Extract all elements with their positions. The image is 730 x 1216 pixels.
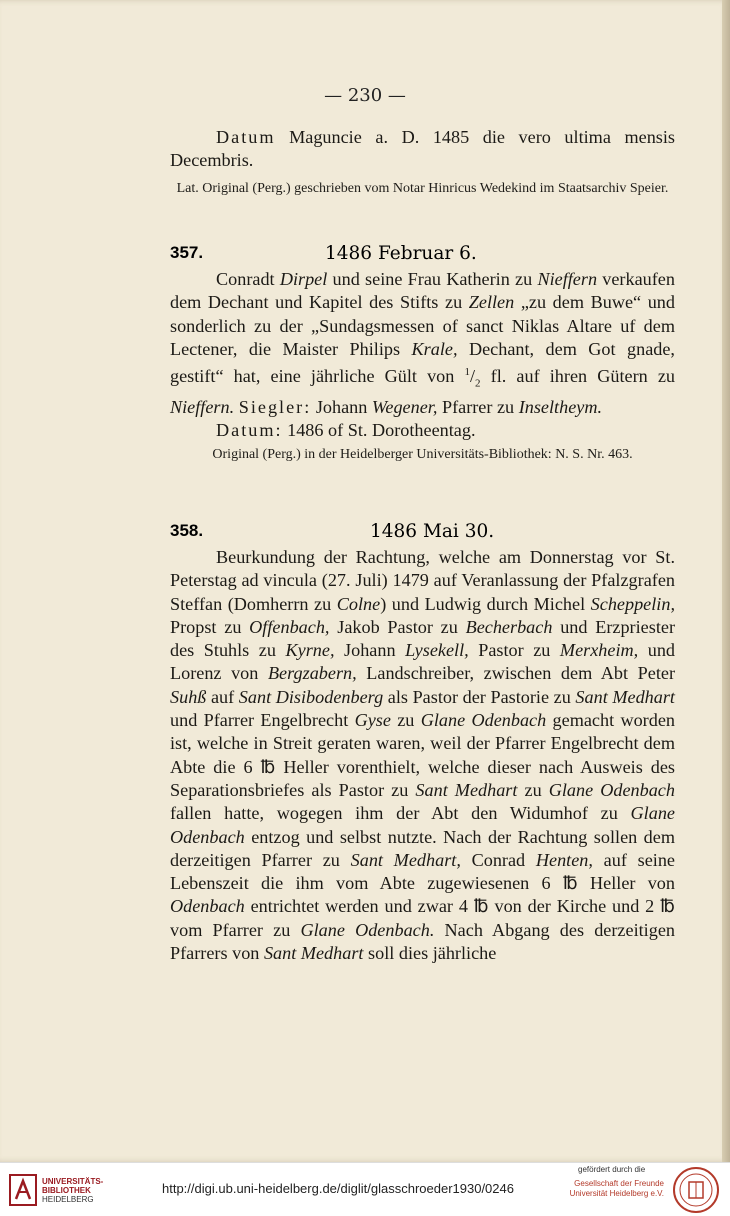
entry-number: 358. xyxy=(170,521,204,540)
entry-date: 1486 Mai 30. xyxy=(370,521,495,542)
intro-source-note: Lat. Original (Perg.) geschrieben vom Notar Hinricus Wedekind im Staatsarchiv Speier. xyxy=(176,180,669,196)
entry-357-datum: Datum: 1486 of St. Dorotheentag. xyxy=(216,420,476,441)
entry-357-body xyxy=(170,268,675,465)
university-seal-icon xyxy=(672,1166,720,1214)
entry-357-text: Conradt Dirpel und seine Frau Katherin zu Nieffern verkaufen dem Dechant und Kapitel des Stifts zu Zellen „zu dem Buwe“ und sonderlich zu der „Sundagsmessen of sanct Niklas Altare uf dem Lectener, die Maister Philips Krale, Dechant, dem Got gnade, gestift“ hat, eine jährliche Gült von $^1/_2$ fl. auf ihren Gütern zu Nieffern. Siegler: Johann Wegener, Pfarrer zu Inseltheym. xyxy=(170,269,676,418)
entry-358-body xyxy=(170,546,675,965)
intro-block xyxy=(170,126,675,199)
entry-358-text: Beurkundung der Rachtung, welche am Donnerstag vor St. Peterstag ad vincula (27. Juli) 1479 auf Veranlassung der Pfalzgrafen Steffan (Domherrn zu Colne) und Ludwig durch Michel Scheppelin, Propst zu Offenbach, Jakob Pastor zu Becherbach und Erzpriester des Stuhls zu Kyrne, Johann Lysekell, Pastor zu Merxheim, und Lorenz von Bergzabern, Landschreiber, zwischen dem Abt Peter Suhß auf Sant Disibodenberg als Pastor der Pastorie zu Sant Medhart und Pfarrer Engelbrecht Gyse zu Glane Odenbach gemacht worden ist, welche in Streit geraten waren, weil der Pfarrer Engelbrecht dem Abte die 6 ℔ Heller vorenthielt, welche dieser nach Ausweis des Separationsbriefes als Pastor zu Sant Medhart zu Glane Odenbach fallen hatte, wogegen ihm der Abt den Widumhof zu Glane Odenbach entzog und selbst nutzte. Nach der Rachtung sollen dem derzeitigen Pfarrer zu Sant Medhart, Conrad Henten, auf seine Lebenszeit die ihm vom Abte zugewiesenen 6 ℔ Heller von Odenbach entrichtet werden und zwar 4 ℔ von der Kirche und 2 ℔ vom Pfarrer zu Glane Odenbach. Nach Abgang des derzeitigen Pfarrers von Sant Medhart soll dies jährliche xyxy=(170,547,676,964)
funded-by-label: gefördert durch die xyxy=(578,1165,646,1174)
library-name: UNIVERSITÄTS- BIBLIOTHEK HEIDELBERG xyxy=(42,1177,104,1204)
page-edge-shadow xyxy=(722,0,730,1162)
society-name: Gesellschaft der Freunde Universität Heidelberg e.V. xyxy=(569,1179,664,1198)
university-library-logo-icon xyxy=(8,1173,38,1207)
page-number: — 230 — xyxy=(324,85,406,106)
entry-357-source-note: Original (Perg.) in der Heidelberger Universitäts-Bibliothek: N. S. Nr. 463. xyxy=(212,446,633,462)
intro-datum-line: Datum Maguncie a. D. 1485 die vero ultima mensis Decembris. xyxy=(170,127,675,171)
entry-number: 357. xyxy=(170,243,204,262)
footer-bar xyxy=(0,1162,730,1216)
entry-date: 1486 Februar 6. xyxy=(325,243,477,264)
document-url-link[interactable]: http://digi.ub.uni-heidelberg.de/diglit/glasschroeder1930/0246 xyxy=(162,1181,514,1196)
